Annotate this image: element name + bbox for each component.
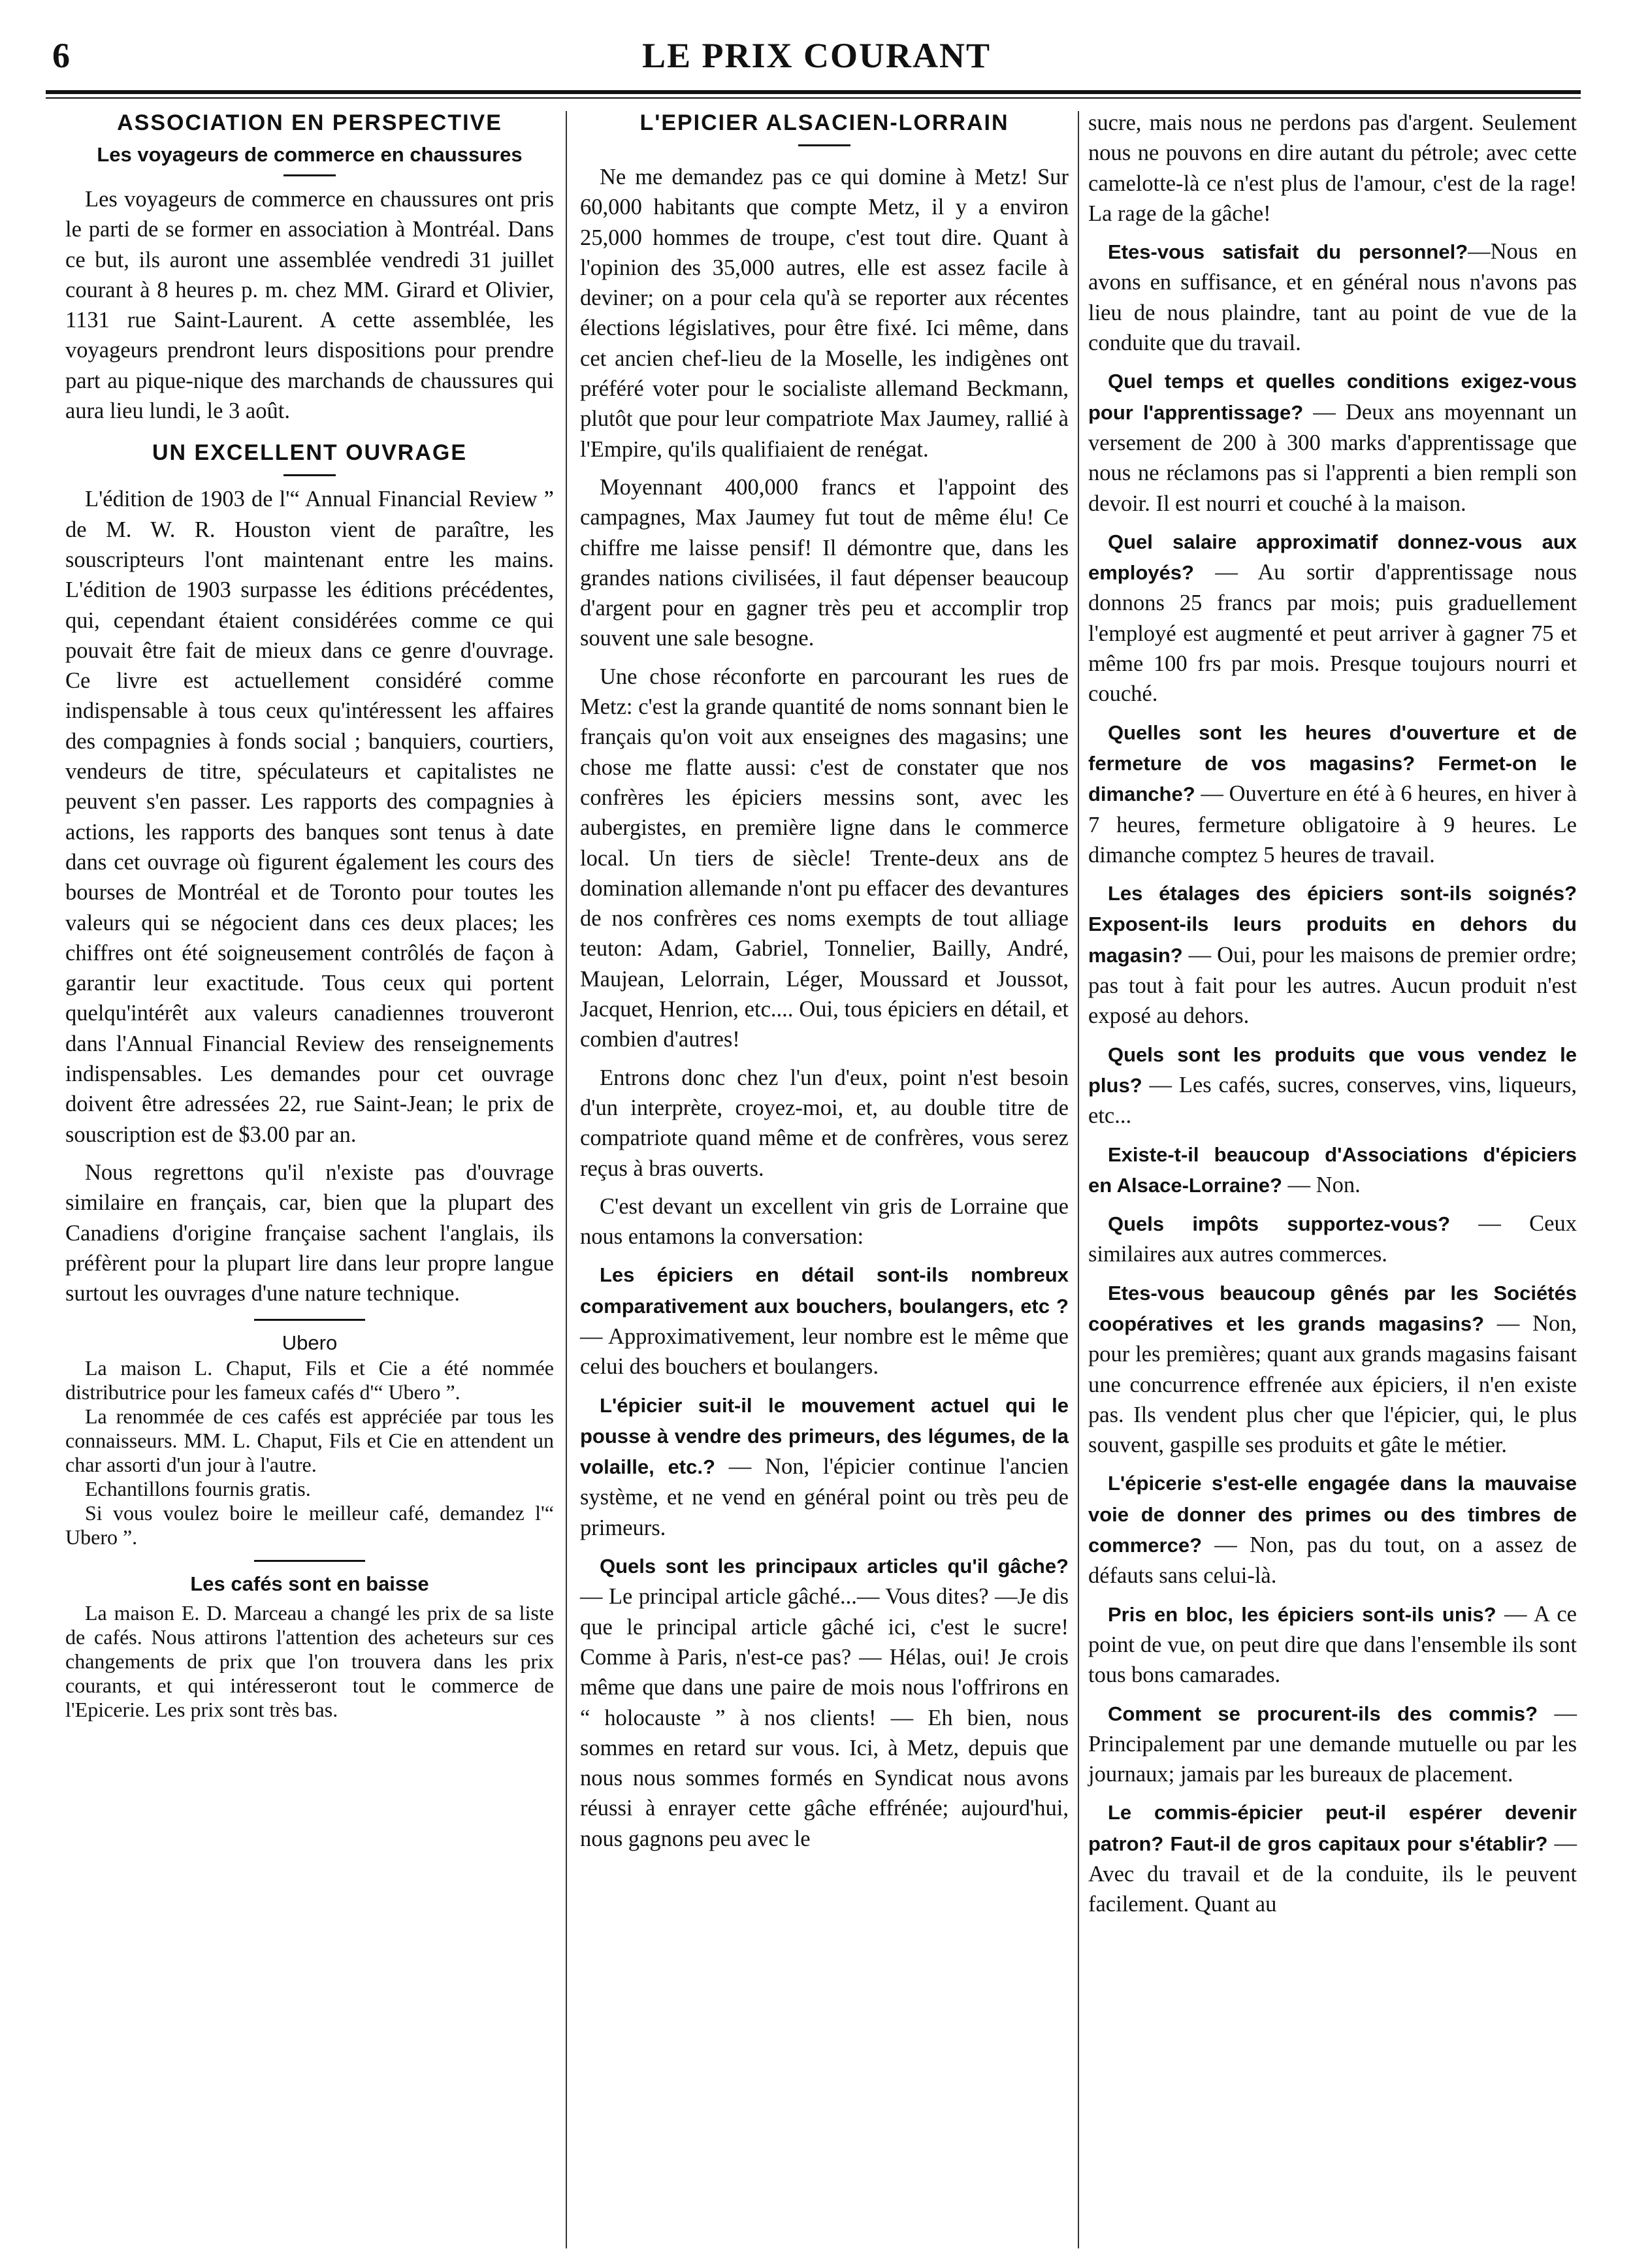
interview-item <box>1088 1698 1577 1790</box>
paragraph: Moyennant 400,000 francs et l'appoint des campagnes, Max Jaumey fut tout de même élu! Ce chiffre me laisse pensif! Il démontre que, dans les grandes nations civilisées, il faut dépenser beaucoup d'argent pour en gagner très peu et accomplir trop souvent une sale besogne. <box>580 474 1069 651</box>
paragraph: La renommée de ces cafés est appréciée par tous les connaisseurs. MM. L. Chaput, Fils et Cie en attendent un char assorti d'un jour à l'autre. <box>65 1404 554 1477</box>
paragraph: Une chose réconforte en parcourant les rues de Metz: c'est la grande quantité de noms sonnant bien le français qu'on voit aux enseignes des magasins; une chose me flatte aussi: c'est de constater que nos confrères les épiciers messins sont, avec les aubergistes, en première ligne dans le commerce local. Un tiers de siècle! Trente-deux ans de domination allemande n'ont pu effacer des devantures de nos confrères ces noms exempts de tout alliage teuton: Adam, Gabriel, Tonnelier, Bailly, André, Maujean, Lelorrain, Léger, Moussard et Joussot, Jacquet, Henrion, etc.... Oui, tous épiciers en détail, et combien d'autres! <box>580 664 1069 1052</box>
header-rule-thin <box>46 97 1581 99</box>
answer: — Oui, pour les maisons de premier ordre; pas tout à fait pour les autres. Aucun produit n'est exposé au dehors. <box>1088 942 1577 1029</box>
answer: — Le principal article gâché...— Vous dites? —Je dis que le principal article gâché ici, c'est le sucre! Comme à Paris, n'est-ce pas? — Hélas, oui! Je crois même que dans une paire de mois nous l'offrirons en “ holocauste ” à nos clients! — Eh bien, nous sommes en retard sur vous. Ici, à Metz, depuis que nous nous sommes formés en Syndicat nous avons réussi à enrayer cette gâche effrénée; aujourd'hui, nous gagnons peu avec le <box>580 1584 1069 1851</box>
answer: — Non. <box>1282 1172 1361 1197</box>
answer: — Ouverture en été à 6 heures, en hiver à 7 heures, fermeture obligatoire à 9 heures. Le dimanche comptez 5 heures de travail. <box>1088 781 1577 867</box>
interview-item <box>1088 878 1577 1031</box>
interview-item <box>1088 1039 1577 1131</box>
paragraph: Entrons donc chez l'un d'eux, point n'est besoin d'un interprète, croyez-moi, et, au double titre de compatriote quand même et de confrères, vous serez reçus à bras ouverts. <box>580 1065 1069 1181</box>
page-number: 6 <box>52 36 70 75</box>
interview-item <box>580 1551 1069 1854</box>
paragraph: Les voyageurs de commerce en chaussures ont pris le parti de se former en association à Montréal. Dans ce but, ils auront une assemblée vendredi 31 juillet courant à 8 heures p. m. chez MM. Girard et Olivier, 1131 rue Saint-Laurent. A cette assemblée, les voyageurs prendront leurs dispositions pour prendre part au pique-nique des marchands de chaussures qui aura lieu lundi, le 3 août. <box>65 187 554 424</box>
question: L'épicier suit-il le mouvement actuel qui le pousse à vendre des primeurs, des légumes, de la volaille, etc.? <box>580 1393 1069 1479</box>
answer: — Au sortir d'apprentissage nous donnons 25 francs par mois; puis graduellement l'employé est augmenté et peut arriver à gagner 75 et même 100 frs par mois. Presque toujours nourri et couché. <box>1088 560 1577 707</box>
paragraph: Si vous voulez boire le meilleur café, demandez l'“ Ubero ”. <box>65 1501 554 1549</box>
answer: —Nous en avons en suffisance, et en général nous n'avons pas lieu de nous plaindre, tant au point de vue de la conduite que du travail. <box>1088 239 1577 356</box>
journal-title: LE PRIX COURANT <box>641 36 992 75</box>
question: Quel salaire approximatif donnez-vous aux employés? <box>1088 530 1577 585</box>
question: Pris en bloc, les épiciers sont-ils unis? <box>1108 1602 1496 1626</box>
answer: — Principalement par une demande mutuelle ou par les journaux; jamais par les bureaux de placement. <box>1088 1700 1577 1787</box>
article-subheading: Les voyageurs de commerce en chaussures <box>97 143 523 166</box>
separator <box>254 1319 365 1321</box>
question: Etes-vous beaucoup gênés par les Sociétés coopératives et les grands magasins? <box>1088 1281 1577 1335</box>
question: Quelles sont les heures d'ouverture et de fermeture de vos magasins? Fermet-on le dimanche? <box>1088 721 1577 806</box>
separator <box>283 474 336 476</box>
interview-item <box>1088 1797 1577 1919</box>
interview-item <box>580 1390 1069 1543</box>
paragraph: C'est devant un excellent vin gris de Lorraine que nous entamons la conversation: <box>580 1193 1069 1250</box>
answer: — A ce point de vue, on peut dire que dans l'ensemble ils sont tous bons camarades. <box>1088 1601 1577 1688</box>
column-3 <box>1088 108 1577 1928</box>
answer: — Non, pour les premières; quant aux grands magasins faisant une concurrence effrenée aux épiciers, il n'en existe pas. Ils vendent plus cher que l'épicier, qui, le plus souvent, gaspille ses produits et gâte le métier. <box>1088 1310 1577 1458</box>
question: Quels sont les principaux articles qu'il gâche? <box>600 1555 1069 1578</box>
question: Les étalages des épiciers sont-ils soignés? Exposent-ils leurs produits en dehors du magasin? <box>1088 882 1577 967</box>
interview-item <box>1088 1468 1577 1591</box>
interview-item <box>1088 366 1577 518</box>
answer: — Non, l'épicier continue l'ancien système, et ne vend en général point ou très peu de primeurs. <box>580 1454 1069 1540</box>
article-heading: L'EPICIER ALSACIEN-LORRAIN <box>639 110 1009 135</box>
column-2 <box>580 108 1069 1862</box>
paragraph: La maison L. Chaput, Fils et Cie a été nommée distributrice pour les fameux cafés d'“ Ubero ”. <box>65 1356 554 1404</box>
header-rule <box>46 90 1581 94</box>
answer: — Deux ans moyennant un versement de 200 à 300 marks d'apprentissage que nous ne réclamons pas si l'apprenti a bien rempli son devoir. Il est nourri et couché à la maison. <box>1088 399 1577 516</box>
column-divider <box>1078 111 1079 2248</box>
paragraph: Echantillons fournis gratis. <box>85 1477 311 1501</box>
question: Quels sont les produits que vous vendez le plus? <box>1088 1043 1577 1097</box>
question: Le commis-épicier peut-il espérer devenir patron? Faut-il de gros capitaux pour s'établir? <box>1088 1801 1577 1855</box>
question: Les épiciers en détail sont-ils nombreux comparativement aux bouchers, boulangers, etc ? <box>580 1263 1069 1318</box>
interview-item <box>1088 1139 1577 1201</box>
interview-item <box>1088 1599 1577 1691</box>
paragraph: Nous regrettons qu'il n'existe pas d'ouvrage similaire en français, car, bien que la plupart des Canadiens d'origine française sachent l'anglais, ils préfèrent pour la plupart lire dans leur propre langue surtout les ouvrages d'une nature technique. <box>65 1159 554 1306</box>
interview-item <box>1088 1208 1577 1270</box>
article-heading: ASSOCIATION EN PERSPECTIVE <box>117 110 502 135</box>
answer: — Approximativement, leur nombre est le même que celui des bouchers et boulangers. <box>580 1323 1069 1380</box>
separator <box>254 1560 365 1562</box>
article-heading: Ubero <box>282 1331 338 1355</box>
interview-item <box>580 1259 1069 1382</box>
column-1 <box>65 108 554 1722</box>
question: Quels impôts supportez-vous? <box>1108 1212 1451 1236</box>
question: Comment se procurent-ils des commis? <box>1108 1702 1538 1725</box>
column-divider <box>566 111 567 2248</box>
answer: — Les cafés, sucres, conserves, vins, liqueurs, etc... <box>1088 1072 1577 1129</box>
paragraph: La maison E. D. Marceau a changé les prix de sa liste de cafés. Nous attirons l'attention des acheteurs sur ces changements de prix que l'on trouvera dans les prix courants, et qui intéresseront tout le commerce de l'Epicerie. Les prix sont très bas. <box>65 1601 554 1722</box>
separator <box>798 144 850 146</box>
answer: — Non, pas du tout, on a assez de défauts sans celui-là. <box>1088 1532 1577 1589</box>
question: Existe-t-il beaucoup d'Associations d'épiciers en Alsace-Lorraine? <box>1088 1142 1577 1197</box>
article-heading: Les cafés sont en baisse <box>190 1572 429 1596</box>
interview-item <box>1088 526 1577 709</box>
answer: — Avec du travail et de la conduite, ils le peuvent facilement. Quant au <box>1088 1830 1577 1917</box>
interview-item <box>1088 717 1577 870</box>
article-heading: UN EXCELLENT OUVRAGE <box>152 440 468 466</box>
answer: — Ceux similaires aux autres commerces. <box>1088 1211 1577 1267</box>
paragraph: Ne me demandez pas ce qui domine à Metz! Sur 60,000 habitants que compte Metz, il y a environ 25,000 hommes de troupe, c'est tout dire. Quant à l'opinion des 35,000 autres, elle est assez facile à deviner; on a pour cela qu'à se reporter aux récentes élections législatives, pour être fixé. Ici même, dans cet ancien chef-lieu de la Moselle, les indigènes ont préféré voter pour le socialiste allemand Beckmann, plutôt que pour leur compatriote Max Jaumey, rallié à l'Empire, qu'ils qualifiaient de renégat. <box>580 165 1069 462</box>
question: Etes-vous satisfait du personnel? <box>1108 240 1468 264</box>
paragraph: sucre, mais nous ne perdons pas d'argent. Seulement nous ne pouvons en dire autant du pétrole; avec cette camelotte-là ce n'est plus de l'amour, c'est de la rage! La rage de la gâche! <box>1088 110 1577 226</box>
separator <box>283 174 336 176</box>
question: Quel temps et quelles conditions exigez-vous pour l'apprentissage? <box>1088 370 1577 424</box>
paragraph: L'édition de 1903 de l'“ Annual Financial Review ” de M. W. R. Houston vient de paraître, les souscripteurs l'ont maintenant entre les mains. L'édition de 1903 surpasse les éditions précédentes, qui, cependant étaient considérées comme ce qui pouvait être fait de mieux dans ce genre d'ouvrage. Ce livre est actuellement considéré comme indispensable à tous ceux qu'intéressent les affaires des compagnies à fonds social ; banquiers, courtiers, vendeurs de titre, spéculateurs et capitalistes ne peuvent s'en passer. Les rapports des compagnies à actions, les rapports des banques sont tenus à date dans cet ouvrage où figurent également les cours des bourses de Montréal et de Toronto pour toutes les valeurs qui se négocient dans ces deux places; les chiffres ont été soigneusement contrôlés de façon à garantir leur exactitude. Tous ceux qui portent quelqu'intérêt aux valeurs canadiennes trouveront dans l'Annual Financial Review des renseignements indispensables. Les demandes pour cet ouvrage doivent être adressées 22, rue Saint-Jean; le prix de souscription est de $3.00 par an. <box>65 487 554 1147</box>
question: L'épicerie s'est-elle engagée dans la mauvaise voie de donner des primes ou des timbres de commerce? <box>1088 1472 1577 1557</box>
interview-item <box>1088 1278 1577 1461</box>
interview-item <box>1088 236 1577 358</box>
